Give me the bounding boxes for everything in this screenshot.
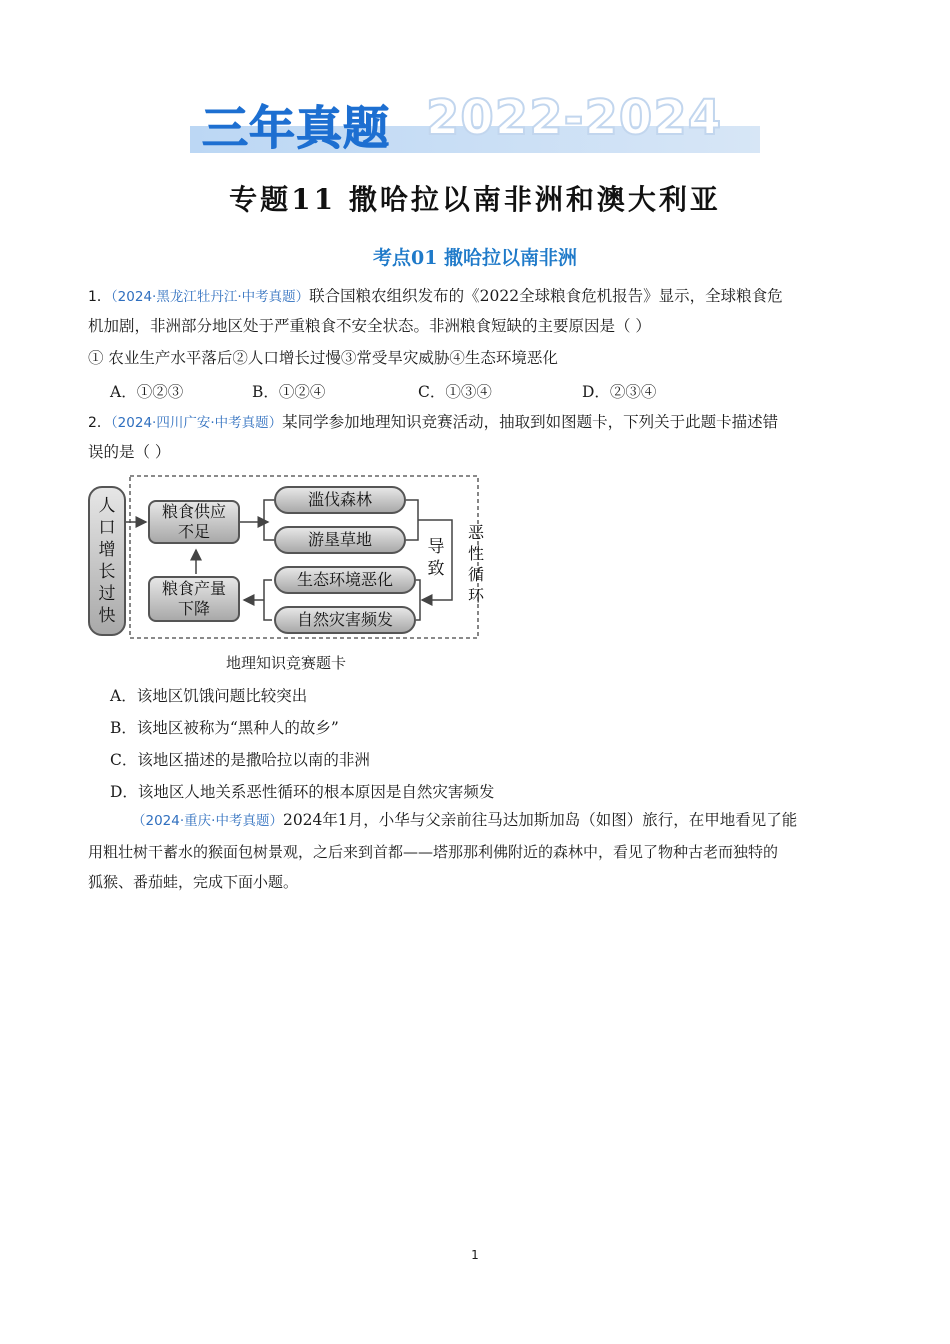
q2-option-a[interactable]: A．该地区饥饿问题比较突出: [110, 687, 308, 705]
food-supply-line2: 不足: [177, 522, 210, 541]
food-supply-line1: 粮食供应: [161, 502, 226, 521]
q3-text-line3: 狐猴、番茄蛙，完成下面小题。: [88, 873, 299, 891]
bracket-right-lower: [416, 580, 420, 620]
q2-line1: [88, 412, 778, 433]
diagram-caption: 地理知识竞赛题卡: [226, 654, 347, 672]
food-production-line2: 下降: [177, 599, 210, 618]
q2-text-line2: 误的是（ ）: [88, 443, 171, 461]
population-growth-box: [88, 486, 126, 636]
bracket-left-lower: [264, 580, 272, 620]
q2-option-c[interactable]: C．该地区描述的是撒哈拉以南的非洲: [110, 751, 370, 769]
banner-left-text: 三年真题: [202, 101, 390, 155]
q1-text-line2: 机加剧，非洲部分地区处于严重粮食不安全状态。非洲粮食短缺的主要原因是（ ）: [88, 317, 651, 335]
q1-option-b[interactable]: B．①②④: [252, 383, 326, 401]
q1-option-c[interactable]: C．①③④: [418, 383, 492, 401]
eco-deterioration-box: 生态环境恶化: [274, 566, 416, 594]
bracket-right: [406, 500, 418, 540]
q3-source: （2024·重庆·中考真题）: [132, 813, 283, 829]
q1-option-d[interactable]: D．②③④: [582, 383, 657, 401]
q1-statement: ① 农业生产水平落后②人口增长过慢③常受旱灾威胁④生态环境恶化: [88, 349, 558, 367]
q2-option-d[interactable]: D．该地区人地关系恶性循环的根本原因是自然灾害频发: [110, 783, 495, 801]
q1-text-line1: 联合国粮农组织发布的《2022全球粮食危机报告》显示，全球粮食危: [309, 287, 783, 305]
page-title: 专题11 撒哈拉以南非洲和澳大利亚: [229, 183, 721, 216]
food-production-box: [148, 576, 240, 622]
page-number: 1: [471, 1248, 479, 1262]
q3-line1: [132, 810, 797, 831]
population-growth-label: 人口增长过快: [98, 496, 116, 626]
header-banner: [190, 92, 760, 154]
q3-text-line1: 2024年1月，小华与父亲前往马达加斯加岛（如图）旅行，在甲地看见了能: [282, 811, 798, 829]
q1-option-a[interactable]: A．①②③: [110, 383, 184, 401]
section-title: 考点01 撒哈拉以南非洲: [372, 247, 578, 269]
q2-option-b[interactable]: B．该地区被称为“黑种人的故乡”: [110, 719, 339, 737]
bracket-left: [264, 500, 274, 540]
deforestation-box: 滥伐森林: [274, 486, 406, 514]
vicious-cycle-label: 恶性循环: [467, 523, 484, 605]
natural-disasters-box: 自然灾害频发: [274, 606, 416, 634]
q1-line1: [88, 286, 783, 307]
q3-text-line2: 用粗壮树干蓄水的猴面包树景观，之后来到首都——塔那那利佛附近的森林中，看见了物种古老而独特的: [88, 843, 779, 861]
q1-number: 1．: [88, 289, 111, 305]
q2-number: 2．: [88, 415, 111, 431]
q2-text-line1: 某同学参加地理知识竞赛活动，抽取到如图题卡，下列关于此题卡描述错: [282, 413, 779, 431]
nomadic-farming-box: 游垦草地: [274, 526, 406, 554]
food-production-line1: 粮食产量: [161, 579, 226, 598]
q2-source: （2024·四川广安·中考真题）: [110, 415, 283, 431]
quiz-card-diagram: [86, 474, 482, 642]
lead-to-label: 导致: [427, 537, 445, 579]
banner-year-range: 2022-2024: [426, 90, 723, 146]
food-supply-box: [148, 500, 240, 544]
q1-source: （2024·黑龙江牡丹江·中考真题）: [110, 289, 310, 305]
